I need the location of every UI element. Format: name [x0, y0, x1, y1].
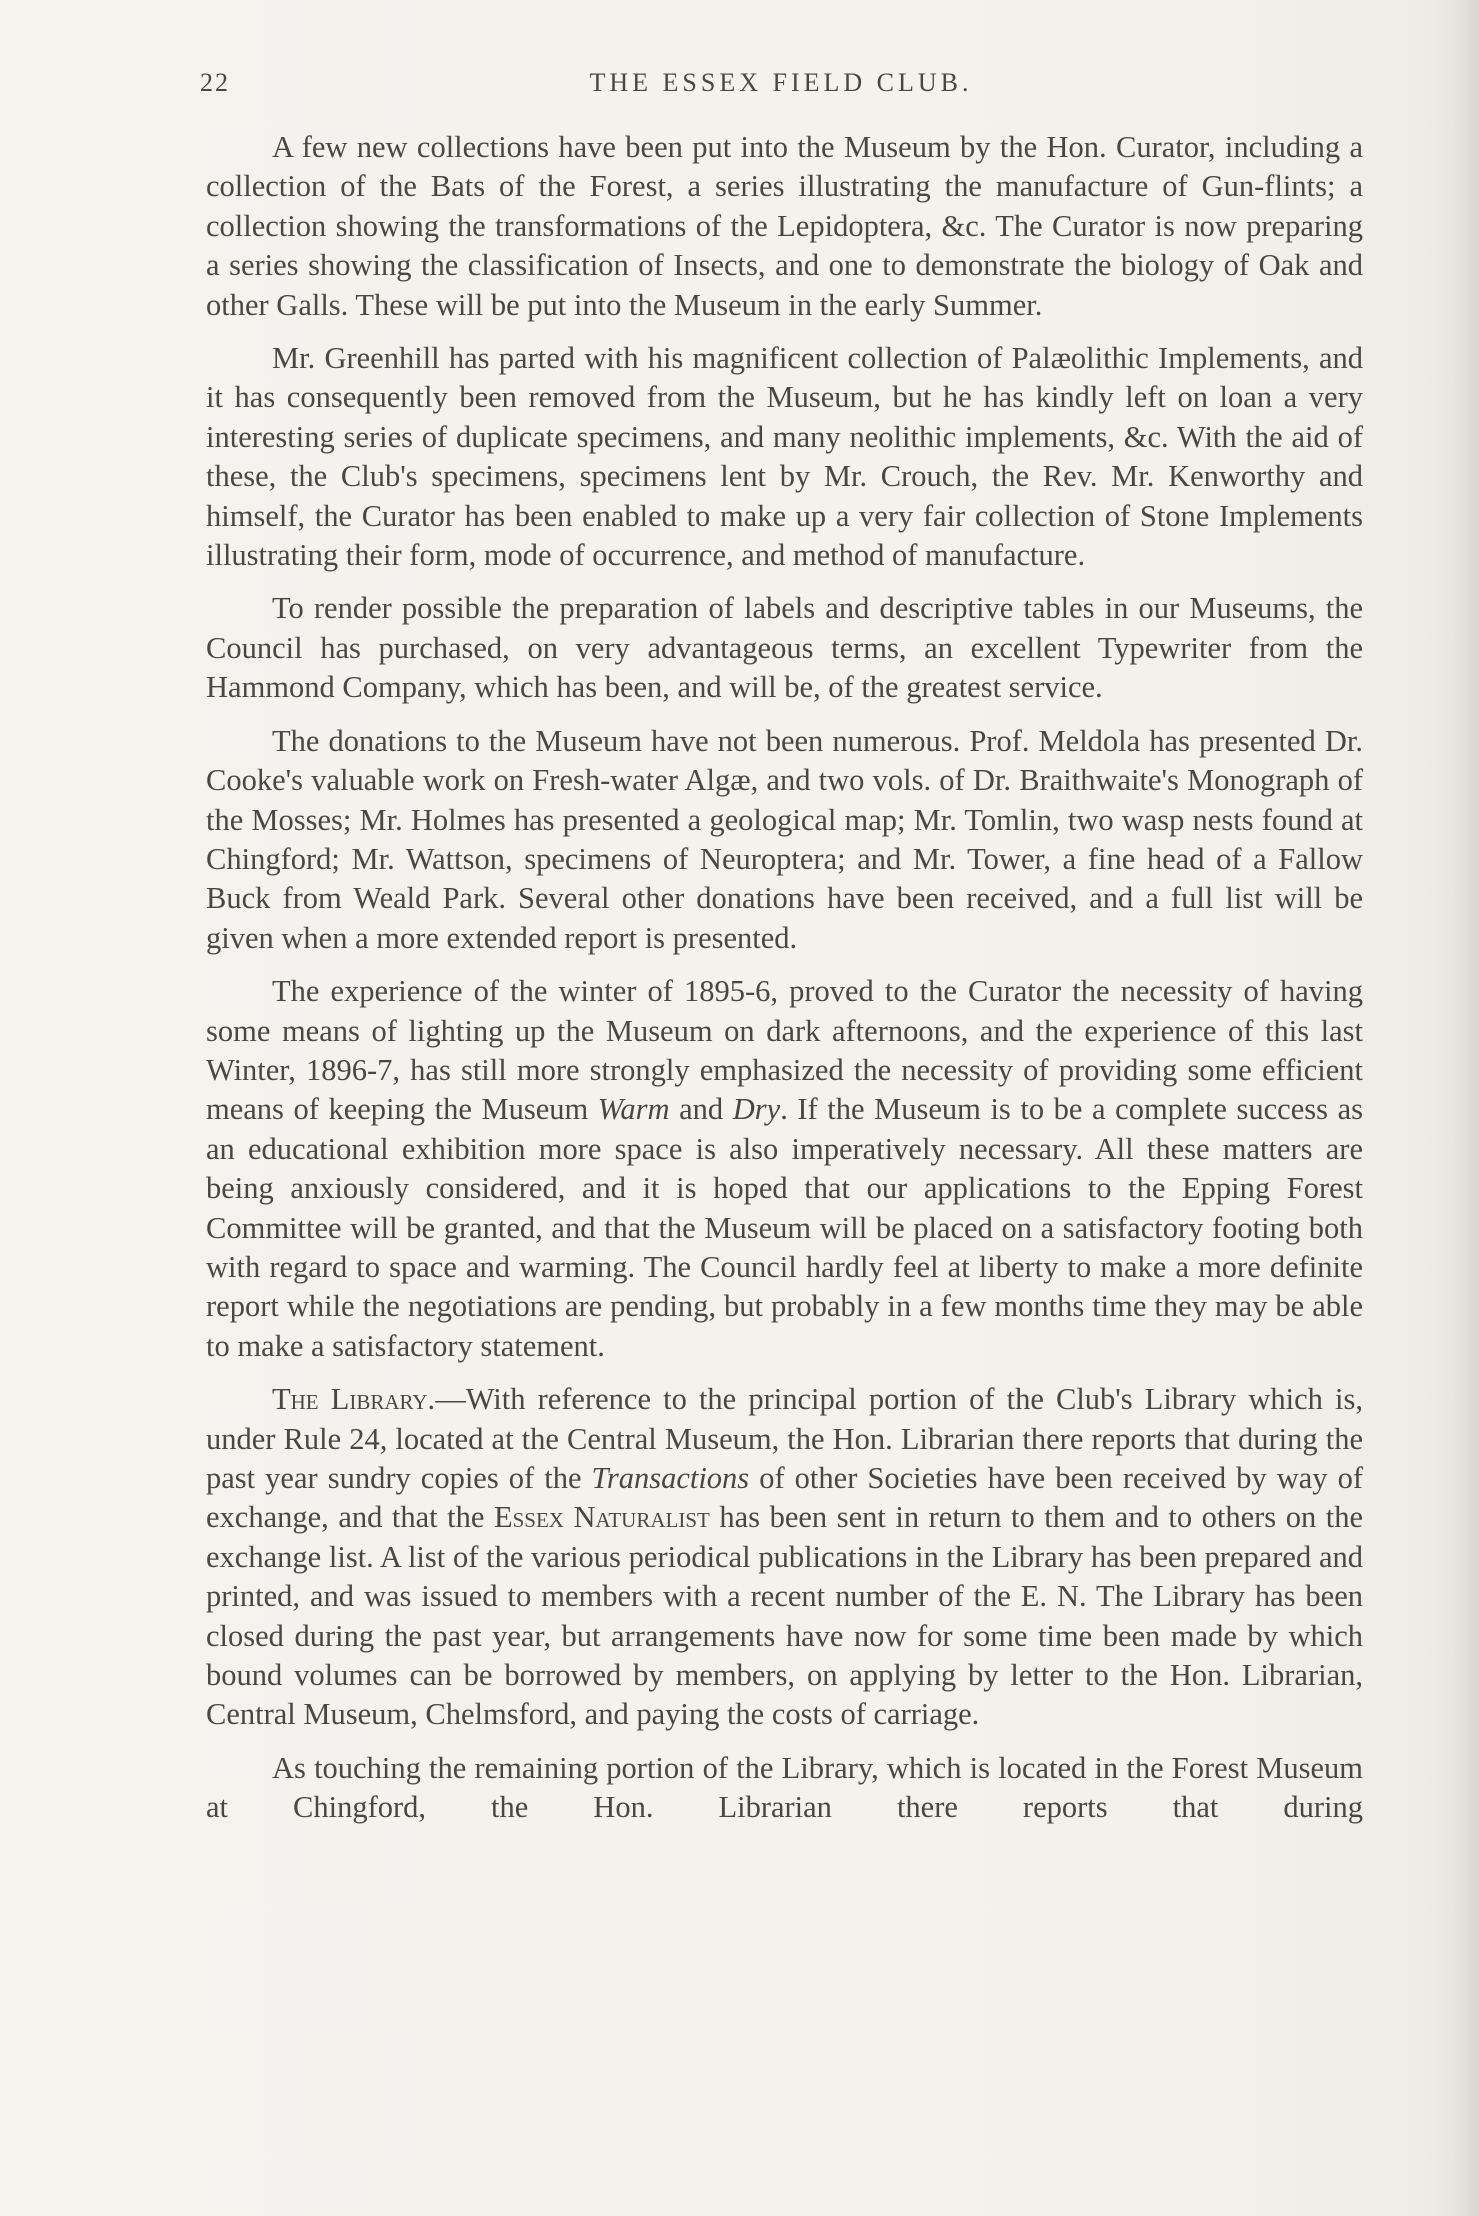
section-heading-library: The Library.: [272, 1382, 436, 1417]
italic-transactions: Transactions: [591, 1461, 750, 1495]
italic-warm: Warm: [597, 1092, 670, 1127]
running-title: THE ESSEX FIELD CLUB.: [589, 68, 973, 97]
paragraph-stone-implements: Mr. Greenhill has parted with his magnificent collection of Palæolithic Implements, and it has consequently been removed from the Museum, but he has kindly left on loan a very interesting series of duplicate specimens, and many neolithic implements, &c. With the aid of these, the Club's specimens, specimens lent by Mr. Crouch, the Rev. Mr. Kenworthy and himself, the Curator has been enabled to make up a very fair collection of Stone Implements illustrating their form, mode of occurrence, and method of manufacture.: [206, 341, 1363, 573]
italic-dry: Dry: [732, 1092, 781, 1127]
text-run: and: [669, 1092, 733, 1127]
smallcaps-essex-naturalist: Essex Naturalist: [493, 1500, 710, 1535]
text-run: The experience of the winter of 1895-6, proved to the Curator the necessity of having some means of lighting up the Museum on dark afternoons, and the experience of this last Winter, 1896-7, has still more strongly emphasized the necessity of providing some efficient means of keeping the Museum: [206, 974, 1363, 1127]
text-run: . If the Museum is to be a complete success as an educational exhibition more space is also imperatively necessary. All these matters are being anxiously considered, and it is hoped that our applications to the Epping Forest Committee will be granted, and that the Museum will be placed on a satisfactory footing both with regard to space and warming. The Council hardly feel at liberty to make a more definite report while the negotiations are pending, but probably in a few months time they may be able to make a satisfactory statement.: [206, 1092, 1363, 1363]
text-run: —With reference to the principal portion of the Club's Library which is, under Rule 24, located at the Central Museum, the Hon. Librarian there reports that during the past year sundry copies of the: [206, 1382, 1363, 1495]
paragraph-museum-collections: A few new collections have been put into the Museum by the Hon. Curator, including a collection of the Bats of the Forest, a series illustrating the manufacture of Gun-flints; a collection showing the transformations of the Lepidoptera, &c. The Curator is now preparing a series showing the classification of Insects, and one to demonstrate the biology of Oak and other Galls. These will be put into the Museum in the early Summer.: [206, 130, 1363, 322]
paragraph-museum-conditions: [206, 972, 1363, 1366]
page-number: 22: [200, 68, 230, 97]
paragraph-forest-museum-library: As touching the remaining portion of the Library, which is located in the Forest Museum at Chingford, the Hon. Librarian there reports that during: [206, 1750, 1363, 1825]
page-edge-shadow: [1451, 0, 1479, 2216]
body-text: [206, 128, 1363, 1842]
paragraph-typewriter: To render possible the preparation of labels and descriptive tables in our Museums, the Council has purchased, on very advantageous terms, an excellent Typewriter from the Hammond Company, which has been, and will be, of the greatest service.: [206, 591, 1363, 705]
paragraph-library: [206, 1380, 1363, 1735]
paragraph-donations: The donations to the Museum have not been numerous. Prof. Meldola has presented Dr. Cooke's valuable work on Fresh-water Algæ, and two vols. of Dr. Braithwaite's Monograph of the Mosses; Mr. Holmes has presented a geological map; Mr. Tomlin, two wasp nests found at Chingford; Mr. Wattson, specimens of Neuroptera; and Mr. Tower, a fine head of a Fallow Buck from Weald Park. Several other donations have been received, and a full list will be given when a more extended report is presented.: [206, 723, 1363, 955]
text-run: of other Societies have been received by way of exchange, and that the: [206, 1461, 1363, 1535]
text-run: has been sent in return to them and to others on the exchange list. A list of the various periodical publications in the Library has been prepared and printed, and was issued to members with a recent number of the E. N. The Library has been closed during the past year, but arrangements have now for some time been made by which bound volumes can be borrowed by members, on applying by letter to the Hon. Librarian, Central Museum, Chelmsford, and paying the costs of carriage.: [206, 1500, 1364, 1732]
running-head: [200, 62, 1362, 112]
